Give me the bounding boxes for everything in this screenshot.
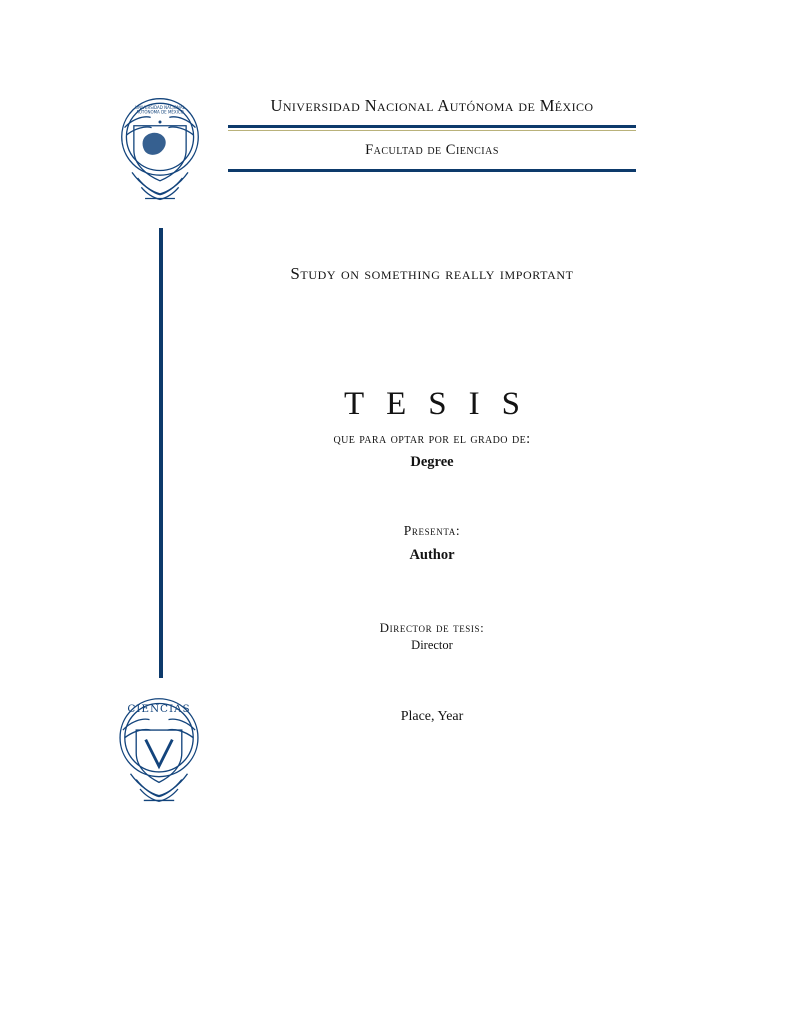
ciencias-seal-icon: [111, 694, 207, 808]
director-label: Director de tesis:: [379, 620, 485, 635]
place-year: Place, Year: [400, 709, 464, 724]
faculty-name: Facultad de Ciencias: [365, 142, 499, 158]
degree-intro-line: que para optar por el grado de:: [333, 431, 531, 447]
vertical-rule: [159, 228, 163, 678]
svg-text:UNIVERSIDAD NACIONAL: UNIVERSIDAD NACIONAL: [135, 104, 185, 110]
director-name: Director: [411, 638, 453, 652]
university-name: Universidad Nacional Autónoma de México: [270, 96, 594, 115]
header-rule-secondary: [228, 169, 636, 172]
svg-text:AUTÓNOMA DE MÉXICO: AUTÓNOMA DE MÉXICO: [136, 109, 184, 115]
thesis-word: TESIS: [343, 386, 542, 422]
page-title: Study on something really important: [290, 264, 574, 283]
unam-seal-icon: [113, 94, 207, 206]
presenta-label: Presenta:: [403, 523, 461, 538]
cover-header-block: [228, 96, 636, 172]
header-rule-primary: [228, 125, 636, 128]
degree-name: Degree: [410, 454, 454, 470]
svg-text:CIENCIAS: CIENCIAS: [127, 703, 191, 716]
header-rule-gold: [228, 130, 636, 132]
author-name: Author: [409, 547, 455, 563]
